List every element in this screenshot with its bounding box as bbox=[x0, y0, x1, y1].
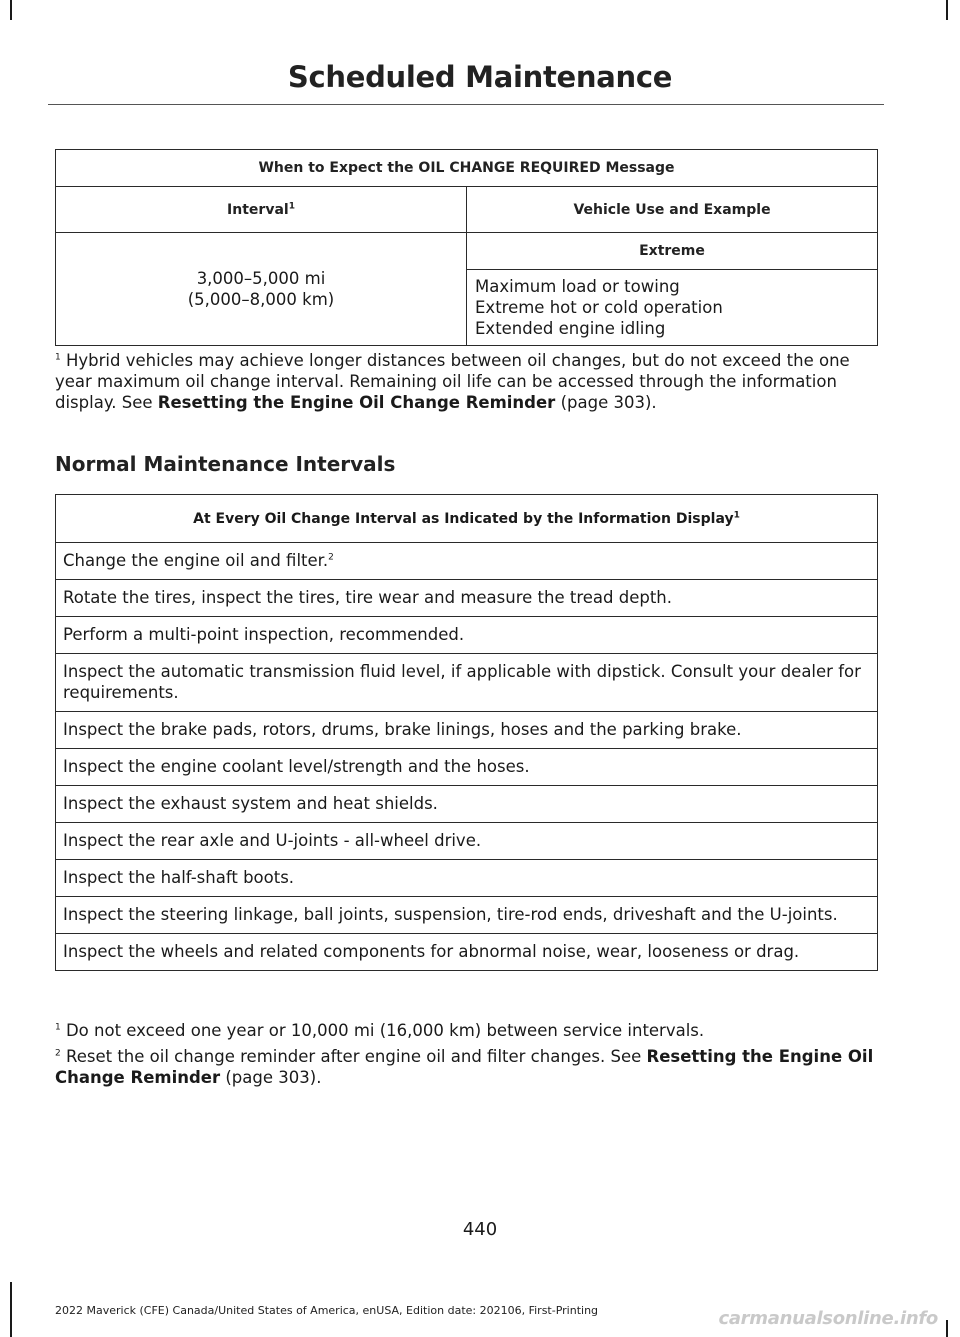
oil-table-use-header: Vehicle Use and Example bbox=[467, 187, 878, 233]
table-row: Perform a multi-point inspection, recommended. bbox=[56, 617, 878, 654]
oil-reminder-link[interactable]: Resetting the Engine Oil Change Reminder bbox=[157, 393, 556, 412]
use-item: Extended engine idling bbox=[475, 319, 666, 338]
maint-header-label: At Every Oil Change Interval as Indicated by the Information Display bbox=[193, 510, 734, 527]
table-row: Inspect the half-shaft boots. bbox=[56, 860, 878, 897]
use-item: Extreme hot or cold operation bbox=[475, 298, 723, 317]
footnote-text: Hybrid vehicles may achieve longer distances between oil changes, but do not exceed the one year maximum oil change interval. Remaining oil life can be accessed through the information display. See bbox=[55, 351, 850, 412]
table-row: Inspect the wheels and related components for abnormal noise, wear, looseness or drag. bbox=[56, 934, 878, 971]
table-row: Inspect the steering linkage, ball joints, suspension, tire-rod ends, driveshaft and the U-joints. bbox=[56, 897, 878, 934]
row-footnote-ref: 2 bbox=[328, 552, 334, 563]
interval-miles: 3,000–5,000 mi bbox=[196, 269, 326, 288]
title-divider bbox=[48, 104, 884, 105]
table-row: Inspect the automatic transmission fluid level, if applicable with dipstick. Consult your dealer for requirements. bbox=[56, 654, 878, 712]
footnote-page-ref: (page 303). bbox=[555, 393, 657, 412]
oil-change-message-table bbox=[55, 149, 878, 346]
maint-footnote-2 bbox=[55, 1046, 880, 1088]
maint-header-footnote-ref: 1 bbox=[733, 509, 740, 520]
table-row: Inspect the exhaust system and heat shields. bbox=[56, 786, 878, 823]
footnote-marker: 1 bbox=[55, 352, 61, 363]
table-row: Rotate the tires, inspect the tires, tire wear and measure the tread depth. bbox=[56, 580, 878, 617]
oil-reminder-link[interactable]: Resetting the Engine Oil Change Reminder bbox=[55, 1047, 874, 1087]
table-row bbox=[56, 543, 878, 580]
crop-mark-top-right-v bbox=[946, 0, 948, 20]
footnote-page-ref: (page 303). bbox=[220, 1068, 322, 1087]
maint-footnote-1 bbox=[55, 1020, 880, 1041]
normal-maintenance-table bbox=[55, 494, 878, 971]
footnote-marker: 1 bbox=[55, 1022, 61, 1033]
edition-footer: 2022 Maverick (CFE) Canada/United States of America, enUSA, Edition date: 202106, First-Printing bbox=[55, 1304, 599, 1317]
oil-table-extreme-subheader: Extreme bbox=[467, 233, 878, 270]
footnote-text: Reset the oil change reminder after engine oil and filter changes. See bbox=[60, 1047, 647, 1066]
oil-table-footnote bbox=[55, 350, 880, 413]
crop-mark-bottom-left-v bbox=[10, 1282, 12, 1337]
section-heading: Normal Maintenance Intervals bbox=[55, 452, 396, 476]
interval-header-label: Interval bbox=[227, 201, 289, 218]
crop-mark-top-left-v bbox=[10, 0, 12, 20]
interval-header-footnote-ref: 1 bbox=[288, 200, 295, 211]
oil-table-caption: When to Expect the OIL CHANGE REQUIRED Message bbox=[56, 150, 878, 187]
oil-table-interval-header bbox=[56, 187, 467, 233]
crop-mark-bottom-right-v bbox=[946, 1320, 948, 1337]
maint-table-header bbox=[56, 495, 878, 543]
footnote-text: Do not exceed one year or 10,000 mi (16,000 km) between service intervals. bbox=[60, 1021, 705, 1040]
oil-table-interval-cell bbox=[56, 233, 467, 346]
watermark: carmanualsonline.info bbox=[718, 1308, 938, 1329]
row-text: Change the engine oil and filter. bbox=[63, 551, 329, 570]
table-row: Inspect the brake pads, rotors, drums, brake linings, hoses and the parking brake. bbox=[56, 712, 878, 749]
page-title: Scheduled Maintenance bbox=[287, 60, 673, 94]
page-number: 440 bbox=[462, 1219, 498, 1240]
interval-km: (5,000–8,000 km) bbox=[187, 290, 335, 309]
use-item: Maximum load or towing bbox=[475, 277, 680, 296]
footnote-marker: 2 bbox=[55, 1048, 61, 1059]
table-row: Inspect the rear axle and U-joints - all-wheel drive. bbox=[56, 823, 878, 860]
table-row: Inspect the engine coolant level/strength and the hoses. bbox=[56, 749, 878, 786]
oil-table-uses-cell bbox=[467, 270, 878, 346]
